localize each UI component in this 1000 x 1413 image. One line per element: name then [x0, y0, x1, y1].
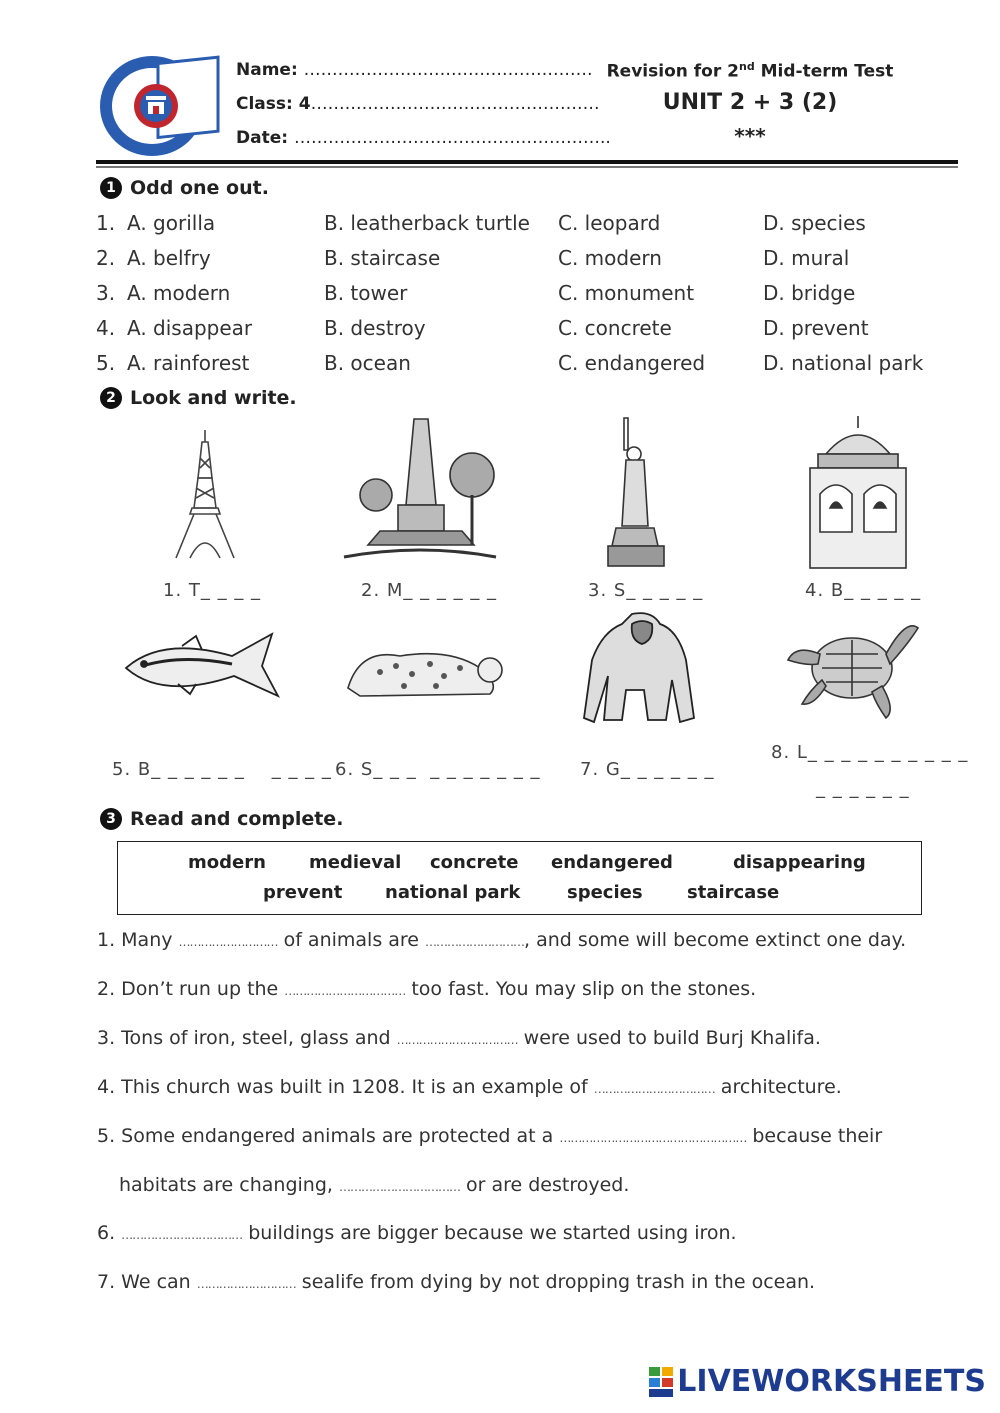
revision-title: Revision for 2nd Mid-term Test [606, 60, 894, 82]
sentence-text: habitats are changing, [119, 1174, 339, 1196]
sentence-text: of animals are [277, 929, 426, 951]
answer-option[interactable]: D. mural [763, 246, 850, 270]
answer-blank[interactable]: ……………………… [196, 1277, 296, 1291]
monument-picture [340, 415, 500, 569]
answer-blank[interactable]: ……………………… [425, 935, 525, 949]
sentence [97, 1125, 882, 1147]
answer-option[interactable]: B. staircase [324, 246, 441, 270]
section2-heading: 2 Look and write. [100, 387, 297, 409]
sentence-text: 4. This church was built in 1208. It is an example of [97, 1076, 594, 1098]
liveworksheets-logo-icon [649, 1367, 673, 1397]
picture-caption[interactable]: 1. T_ _ _ _ [163, 580, 262, 601]
section-number: 3 [100, 808, 122, 830]
picture-caption[interactable]: 2. M_ _ _ _ _ _ [361, 580, 498, 601]
picture-caption[interactable]: 4. B_ _ _ _ _ [805, 580, 922, 601]
school-logo [96, 52, 222, 160]
sentence-text: buildings are bigger because we started using iron. [242, 1222, 737, 1244]
header-rule-thin [96, 166, 958, 168]
sentence-text: were used to build Burj Khalifa. [517, 1027, 821, 1049]
liveworksheets-brand: LIVEWORKSHEETS [649, 1364, 986, 1399]
date-blank[interactable]: ……………………………………………….. [293, 128, 611, 148]
sentence-text: architecture. [714, 1076, 842, 1098]
sentence [97, 929, 906, 951]
answer-blank[interactable]: …………………………… [338, 1180, 460, 1194]
sentence-text: 7. We can [97, 1271, 197, 1293]
question-number: 5. [96, 351, 116, 375]
question-number: 1. [96, 211, 116, 235]
unit-title: UNIT 2 + 3 (2) [662, 90, 838, 115]
word-bank-item: disappearing [733, 852, 866, 873]
word-bank-item: prevent [263, 882, 343, 903]
name-line: Name: …………………………………………… [236, 60, 593, 80]
section3-heading: 3 Read and complete. [100, 808, 343, 830]
class-blank[interactable]: …………………………………………… [310, 94, 600, 114]
sentence [97, 1271, 815, 1293]
sentence-text: 6. [97, 1222, 122, 1244]
word-bank-item: staircase [687, 882, 780, 903]
word-bank-item: species [567, 882, 643, 903]
picture-caption[interactable]: 7. G_ _ _ _ _ _ [580, 759, 715, 780]
leatherback-turtle-picture [786, 614, 922, 726]
belfry-picture [796, 414, 920, 574]
word-bank-item: modern [188, 852, 266, 873]
sentence-text: because their [746, 1125, 883, 1147]
answer-option[interactable]: A. modern [127, 281, 231, 305]
word-bank-item: medieval [309, 852, 402, 873]
answer-option[interactable]: D. national park [763, 351, 924, 375]
sentence [97, 1027, 821, 1049]
answer-option[interactable]: C. leopard [558, 211, 661, 235]
sentence-text: 5. Some endangered animals are protected at a [97, 1125, 560, 1147]
answer-option[interactable]: C. concrete [558, 316, 672, 340]
answer-option[interactable]: D. species [763, 211, 866, 235]
section1-heading: 1 Odd one out. [100, 177, 269, 199]
picture-caption[interactable]: 6. S_ _ _ _ _ _ _ _ _ _ [335, 759, 541, 780]
answer-option[interactable]: D. prevent [763, 316, 869, 340]
eiffel-tower-picture [166, 428, 244, 564]
header-rule [96, 160, 958, 164]
tuna-fish-picture [122, 628, 284, 706]
question-number: 3. [96, 281, 116, 305]
stars: *** [734, 124, 766, 148]
answer-blank[interactable]: …………………………… [593, 1082, 715, 1096]
answer-blank[interactable]: ……………………… [178, 935, 278, 949]
sentence [97, 1076, 842, 1098]
answer-option[interactable]: C. endangered [558, 351, 706, 375]
answer-option[interactable]: B. leatherback turtle [324, 211, 530, 235]
sentence-text: , and some will become extinct one day. [524, 929, 907, 951]
answer-option[interactable]: C. monument [558, 281, 695, 305]
answer-blank[interactable]: …………………………… [121, 1228, 243, 1242]
question-number: 4. [96, 316, 116, 340]
word-bank-item: endangered [551, 852, 673, 873]
snow-leopard-picture [340, 628, 506, 708]
answer-blank[interactable]: …………………………………………… [559, 1131, 747, 1145]
name-blank[interactable]: …………………………………………… [303, 60, 593, 80]
answer-option[interactable]: A. belfry [127, 246, 211, 270]
answer-blank[interactable]: …………………………… [284, 984, 406, 998]
answer-option[interactable]: D. bridge [763, 281, 856, 305]
section-number: 1 [100, 177, 122, 199]
class-line: Class: 4…………………………………………… [236, 94, 600, 114]
question-number: 2. [96, 246, 116, 270]
picture-caption[interactable]: 8. L_ _ _ _ _ _ _ _ _ _ [771, 742, 969, 763]
answer-option[interactable]: B. ocean [324, 351, 411, 375]
answer-option[interactable]: B. tower [324, 281, 408, 305]
sentence-text: 1. Many [97, 929, 179, 951]
answer-option[interactable]: A. rainforest [127, 351, 250, 375]
word-bank-item: national park [385, 882, 521, 903]
answer-option[interactable]: A. disappear [127, 316, 253, 340]
sentence [97, 1222, 737, 1244]
sentence-text: or are destroyed. [459, 1174, 630, 1196]
statue-of-liberty-picture [604, 416, 668, 572]
sentence-text: sealife from dying by not dropping trash in the ocean. [295, 1271, 816, 1293]
word-bank-item: concrete [430, 852, 519, 873]
answer-option[interactable]: C. modern [558, 246, 662, 270]
picture-caption[interactable]: 5. B_ _ _ _ _ _ _ _ _ _ [112, 759, 332, 780]
gorilla-picture [582, 610, 696, 732]
date-line: Date: ……………………………………………….. [236, 128, 611, 148]
section-number: 2 [100, 387, 122, 409]
sentence-text: 2. Don’t run up the [97, 978, 285, 1000]
picture-caption[interactable]: 3. S_ _ _ _ _ [588, 580, 704, 601]
sentence-text: 3. Tons of iron, steel, glass and [97, 1027, 397, 1049]
answer-option[interactable]: A. gorilla [127, 211, 216, 235]
sentence-text: too fast. You may slip on the stones. [405, 978, 757, 1000]
sentence [119, 1174, 629, 1196]
picture-caption-cont[interactable]: _ _ _ _ _ _ [816, 778, 910, 799]
sentence [97, 978, 756, 1000]
answer-blank[interactable]: …………………………… [396, 1033, 518, 1047]
answer-option[interactable]: B. destroy [324, 316, 426, 340]
